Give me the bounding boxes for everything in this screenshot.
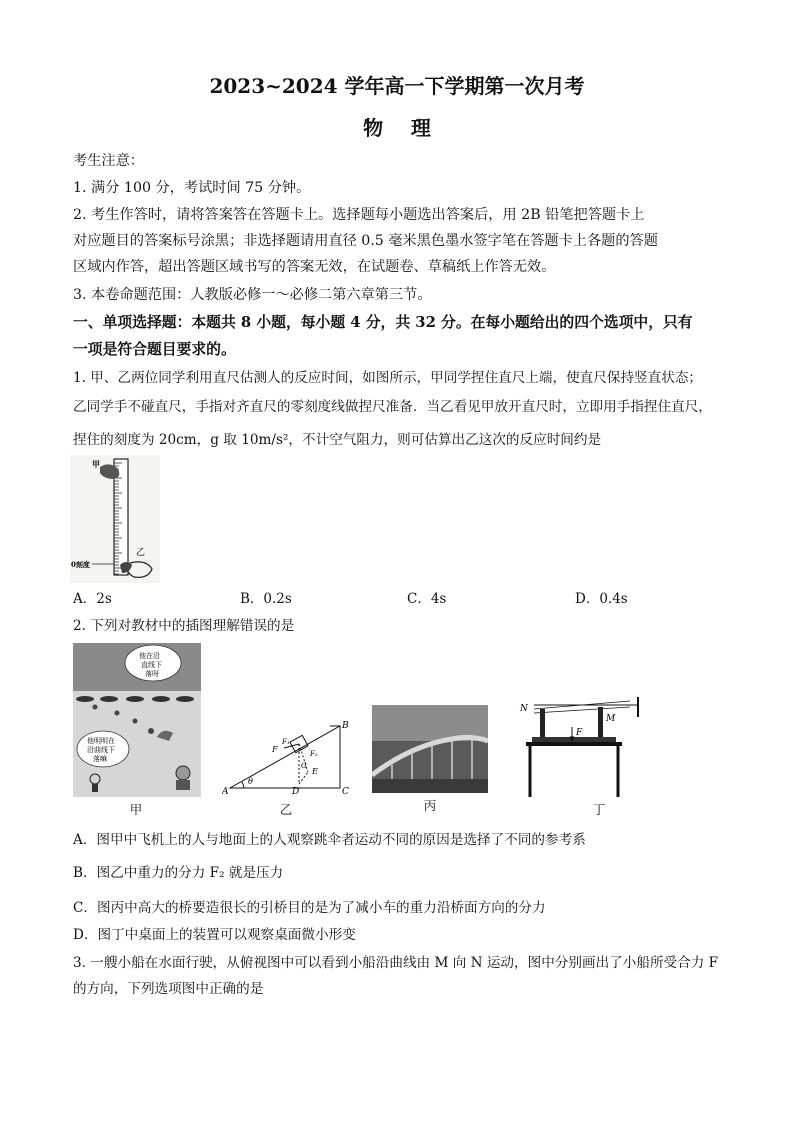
q1-option-b: B．0.2s bbox=[240, 591, 292, 607]
q3-stem: 的方向，下列选项图中正确的是 bbox=[73, 981, 264, 997]
q3-stem: 3. 一艘小船在水面行驶，从俯视图中可以看到小船沿曲线由 M 向 N 运动，图中分别画出了小船所受合力 F bbox=[73, 955, 719, 971]
section-heading: 一、单项选择题：本题共 8 小题，每小题 4 分，共 32 分。在每小题给出的四个选项中，只有 bbox=[73, 314, 693, 331]
caption-bing: 丙 bbox=[423, 798, 437, 813]
notice-item: 2. 考生作答时，请将答案答在答题卡上。选择题每小题选出答案后，用 2B 铅笔把答题卡上 bbox=[73, 207, 645, 223]
svg-text:F₂: F₂ bbox=[310, 750, 318, 758]
notice-item: 3. 本卷命题范围：人教版必修一～必修二第六章第三节。 bbox=[73, 287, 432, 303]
svg-text:F: F bbox=[272, 745, 278, 754]
q1-option-c: C．4s bbox=[407, 591, 447, 607]
svg-text:落嘛: 落嘛 bbox=[93, 755, 107, 763]
svg-text:A: A bbox=[222, 787, 229, 797]
ruler-figure bbox=[70, 455, 160, 583]
caption-ding: 丁 bbox=[592, 802, 606, 817]
q2-option-d: D．图丁中桌面上的装置可以观察桌面微小形变 bbox=[73, 927, 356, 943]
q1-stem: 捏住的刻度为 20cm，g 取 10m/s²，不计空气阻力，则可估算出乙这次的反应时间约是 bbox=[73, 432, 602, 448]
figure-jia bbox=[73, 643, 201, 797]
svg-text:C: C bbox=[342, 787, 349, 797]
label-jia: 甲 bbox=[92, 459, 100, 469]
notice-item: 区域内作答，超出答题区域书写的答案无效，在试题卷、草稿纸上作答无效。 bbox=[73, 259, 556, 275]
svg-text:F: F bbox=[576, 728, 583, 738]
caption-jia: 甲 bbox=[129, 802, 143, 817]
figure-ding bbox=[512, 697, 642, 799]
q2-option-a: A．图甲中飞机上的人与地面上的人观察跳伞者运动不同的原因是选择了不同的参考系 bbox=[73, 832, 586, 848]
label-yi: 乙 bbox=[136, 548, 146, 558]
q2-option-c: C．图丙中高大的桥要造很长的引桥目的是为了减小车的重力沿桥面方向的分力 bbox=[73, 900, 546, 916]
svg-text:落呀: 落呀 bbox=[145, 670, 159, 678]
svg-text:M: M bbox=[606, 714, 616, 724]
svg-text:F₁: F₁ bbox=[282, 738, 290, 746]
q1-option-d: D．0.4s bbox=[575, 591, 628, 607]
q1-stem: 乙同学手不碰直尺，手指对齐直尺的零刻度线做捏尺准备．当乙看见甲放开直尺时，立即用手指捏住直尺， bbox=[73, 399, 712, 415]
label-zero: 0刻度 bbox=[71, 560, 90, 569]
section-heading-cont: 一项是符合题目要求的。 bbox=[73, 341, 236, 358]
figure-yi bbox=[222, 718, 350, 798]
bubble-top-text: 他在沿 bbox=[139, 652, 160, 660]
notice-item: 1. 满分 100 分，考试时间 75 分钟。 bbox=[73, 180, 311, 196]
svg-text:B: B bbox=[342, 721, 349, 731]
svg-text:G: G bbox=[301, 762, 307, 770]
svg-text:E: E bbox=[312, 767, 318, 776]
svg-text:沿曲线下: 沿曲线下 bbox=[87, 746, 115, 754]
q1-option-a: A．2s bbox=[73, 591, 112, 607]
exam-title: 2023~2024 学年高一下学期第一次月考 bbox=[209, 74, 585, 98]
svg-text:直线下: 直线下 bbox=[141, 661, 162, 669]
svg-text:他明明在: 他明明在 bbox=[87, 737, 115, 745]
svg-text:θ: θ bbox=[248, 777, 253, 786]
svg-text:D: D bbox=[292, 787, 300, 797]
q2-option-b: B．图乙中重力的分力 F₂ 就是压力 bbox=[73, 865, 284, 881]
notice-item: 对应题目的答案标号涂黑；非选择题请用直径 0.5 毫米黑色墨水签字笔在答题卡上各题的答题 bbox=[73, 233, 658, 249]
q1-stem: 1. 甲、乙两位同学利用直尺估测人的反应时间，如图所示，甲同学捏住直尺上端，使直尺保持竖直状态； bbox=[73, 370, 703, 386]
caption-yi: 乙 bbox=[279, 802, 293, 817]
figure-bing bbox=[372, 705, 488, 793]
subject-title: 物 理 bbox=[363, 116, 431, 140]
svg-text:N: N bbox=[520, 704, 528, 714]
q2-stem: 2. 下列对教材中的插图理解错误的是 bbox=[73, 618, 295, 634]
notice-heading: 考生注意： bbox=[73, 153, 144, 169]
